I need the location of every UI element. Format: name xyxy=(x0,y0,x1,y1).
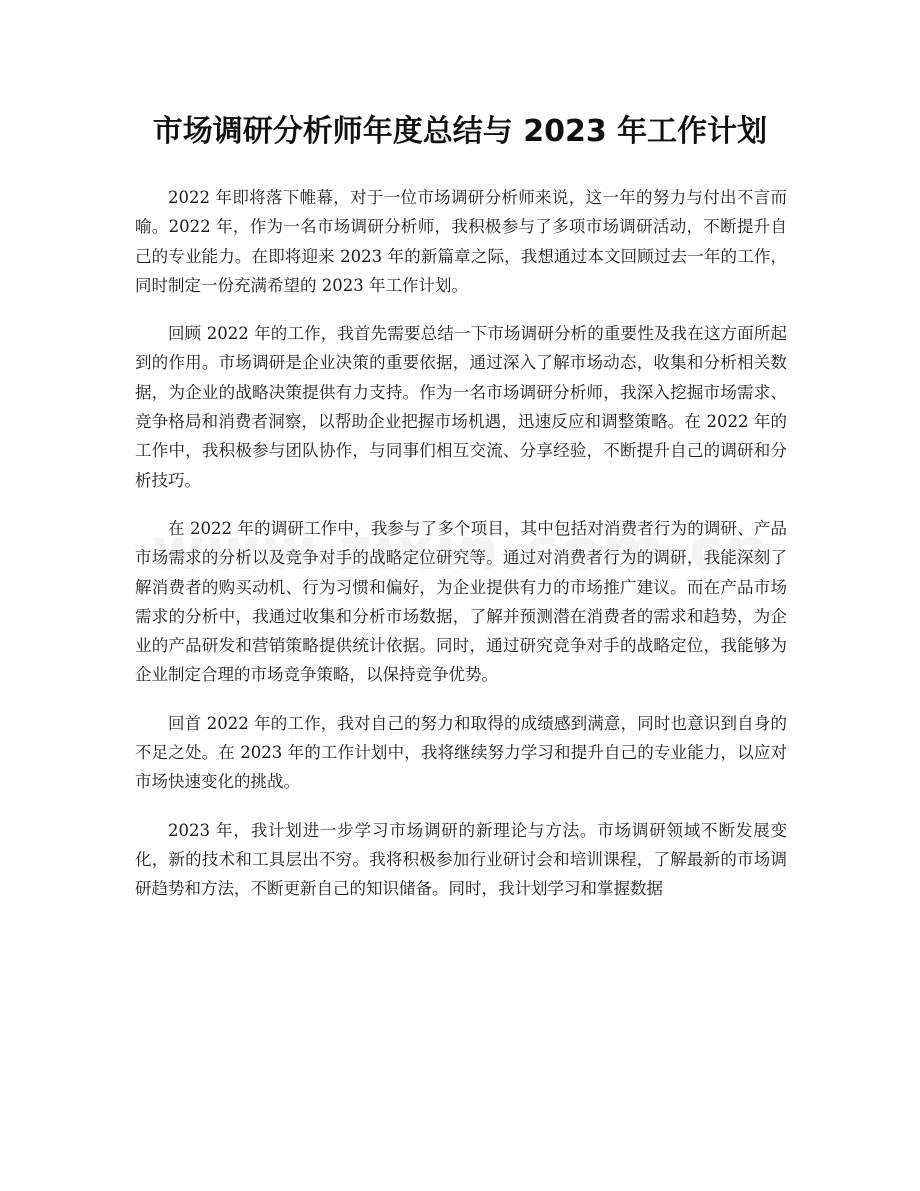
paragraph-2: 回顾 2022 年的工作，我首先需要总结一下市场调研分析的重要性及我在这方面所起到的作用。市场调研是企业决策的重要依据，通过深入了解市场动态，收集和分析相关数据，为企业的战略决策提供有力支持。作为一名市场调研分析师，我深入挖掘市场需求、竞争格局和消费者洞察，以帮助企业把握市场机遇，迅速反应和调整策略。在 2022 年的工作中，我积极参与团队协作，与同事们相互交流、分享经验，不断提升自己的调研和分析技巧。 xyxy=(135,324,787,490)
document-title: 市场调研分析师年度总结与 2023 年工作计划 xyxy=(152,114,768,149)
paragraph-5: 2023 年，我计划进一步学习市场调研的新理论与方法。市场调研领域不断发展变化，新的技术和工具层出不穷。我将积极参加行业研讨会和培训课程，了解最新的市场调研趋势和方法，不断更新自己的知识储备。同时，我计划学习和掌握数据 xyxy=(135,820,787,899)
paragraph-1: 2022 年即将落下帷幕，对于一位市场调研分析师来说，这一年的努力与付出不言而喻。2022 年，作为一名市场调研分析师，我积极参与了多项市场调研活动，不断提升自己的专业能力。在即将迎来 2023 年的新篇章之际，我想通过本文回顾过去一年的工作，同时制定一份充满希望的 2023 年工作计划。 xyxy=(135,188,787,295)
paragraph-3: 在 2022 年的调研工作中，我参与了多个项目，其中包括对消费者行为的调研、产品市场需求的分析以及竞争对手的战略定位研究等。通过对消费者行为的调研，我能深刻了解消费者的购买动机、行为习惯和偏好，为企业提供有力的市场推广建议。而在产品市场需求的分析中，我通过收集和分析市场数据，了解并预测潜在消费者的需求和趋势，为企业的产品研发和营销策略提供统计依据。同时，通过研究竞争对手的战略定位，我能够为企业制定合理的市场竞争策略，以保持竞争优势。 xyxy=(135,518,787,685)
document-body xyxy=(135,183,787,923)
paragraph-4: 回首 2022 年的工作，我对自己的努力和取得的成绩感到满意，同时也意识到自身的不足之处。在 2023 年的工作计划中，我将继续努力学习和提升自己的专业能力，以应对市场快速变化的挑战。 xyxy=(135,713,787,792)
